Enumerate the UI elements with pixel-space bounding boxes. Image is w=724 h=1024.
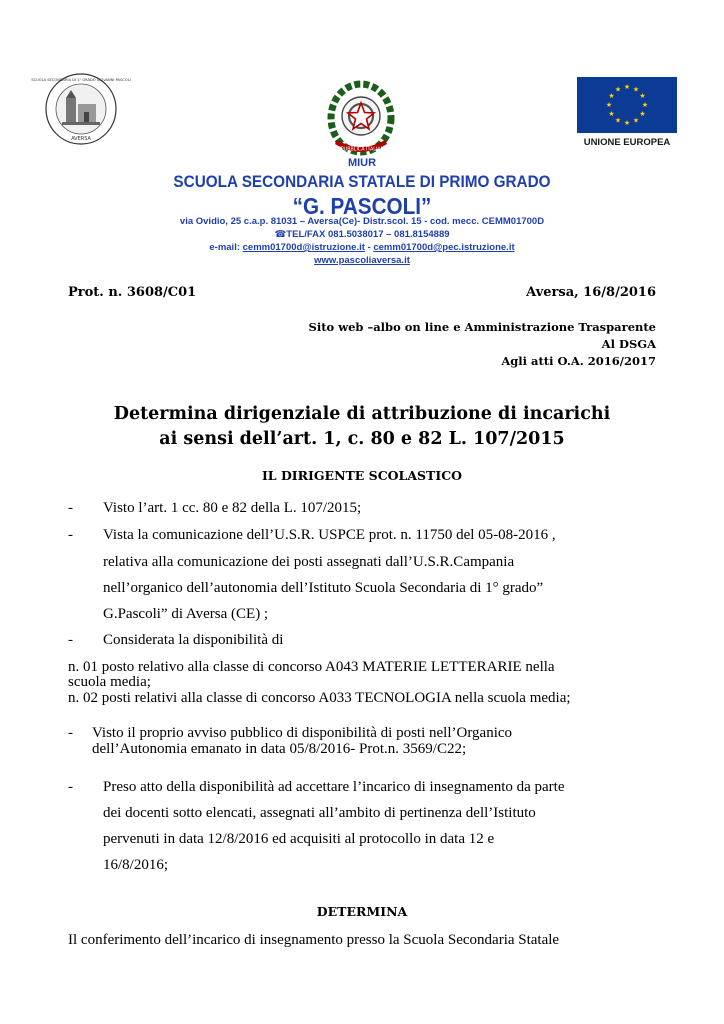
telfax: ☎TEL/FAX 081.5038017 – 081.8154889: [274, 229, 450, 240]
school-type: SCUOLA SECONDARIA STATALE DI PRIMO GRADO: [173, 172, 551, 191]
email-link-1[interactable]: cemm01700d@istruzione.it: [242, 242, 365, 253]
determina-heading: DETERMINA: [316, 904, 408, 919]
miur-label: MIUR: [347, 157, 377, 169]
svg-text:★: ★: [614, 85, 622, 94]
eu-label: UNIONE EUROPEA: [583, 137, 671, 148]
item-1-text: Visto l’art. 1 cc. 80 e 82 della L. 107/2015;: [103, 500, 362, 516]
posts-line: n. 02 posti relativi alla classe di concorso A033 TECNOLOGIA nella scuola media;: [68, 690, 571, 706]
svg-text:★: ★: [614, 116, 622, 125]
item-5-line: pervenuti in data 12/8/2016 ed acquisiti al protocollo in data 12 e: [103, 831, 495, 847]
document-title-line-2: ai sensi dell’art. 1, c. 80 e 82 L. 107/2015: [159, 429, 565, 449]
email-label: e-mail:: [209, 242, 243, 253]
email-separator: -: [364, 242, 374, 253]
subtitle: IL DIRIGENTE SCOLASTICO: [261, 468, 463, 483]
svg-text:★: ★: [639, 110, 646, 118]
closing-paragraph: Il conferimento dell’incarico di insegnamento presso la Scuola Secondaria Statale: [68, 932, 560, 948]
item-4-line: dell’Autonomia emanato in data 05/8/2016- Prot.n. 3569/C22;: [92, 741, 467, 757]
item-5-line: dei docenti sotto elencati, assegnati all’ambito di pertinenza dell’Istituto: [103, 805, 536, 821]
svg-text:★: ★: [641, 101, 649, 109]
seal-text: SCUOLA SECONDARIA DI 1° GRADO GIOVANNI PASCOLI: [31, 78, 131, 82]
seal-city: AVERSA: [71, 136, 91, 142]
email-line: [0, 242, 724, 253]
svg-text:★: ★: [632, 85, 640, 94]
svg-text:★: ★: [608, 92, 615, 100]
item-5-line: 16/8/2016;: [103, 857, 169, 873]
svg-text:★: ★: [605, 101, 613, 109]
bullet-dash: -: [68, 779, 73, 795]
item-5-line: Preso atto della disponibilità ad accettare l’incarico di insegnamento da parte: [103, 779, 565, 795]
protocol-number: Prot. n. 3608/C01: [68, 285, 197, 300]
recipient-2: Al DSGA: [601, 337, 656, 351]
item-2-line: nell’organico dell’autonomia dell’Istituto Scuola Secondaria di 1° grado”: [103, 580, 544, 596]
school-name: “G. PASCOLI”: [292, 193, 432, 219]
item-4-line: Visto il proprio avviso pubblico di disponibilità di posti nell’Organico: [92, 725, 513, 741]
recipient-1: Sito web –albo on line e Amministrazione Trasparente: [308, 320, 656, 334]
bullet-dash: -: [68, 632, 73, 648]
school-address: via Ovidio, 25 c.a.p. 81031 – Aversa(Ce)- Distr.scol. 15 - cod. mecc. CEMM01700D: [179, 216, 545, 227]
item-2-line: relativa alla comunicazione dei posti assegnati dall’U.S.R.Campania: [103, 554, 515, 570]
bullet-dash: -: [68, 527, 73, 543]
item-2-line: G.Pascoli” di Aversa (CE) ;: [103, 606, 269, 622]
website-link[interactable]: www.pascoliaversa.it: [314, 255, 410, 266]
item-3-text: Considerata la disponibilità di: [103, 632, 284, 648]
bullet-dash: -: [68, 725, 73, 741]
item-2-line: Vista la comunicazione dell’U.S.R. USPCE prot. n. 11750 del 05-08-2016 ,: [103, 527, 556, 543]
place-date: Aversa, 16/8/2016: [526, 285, 656, 300]
republic-emblem-logo: [315, 78, 407, 160]
svg-text:★: ★: [608, 110, 615, 118]
eu-flag-logo: [577, 77, 677, 133]
document-title-line-1: Determina dirigenziale di attribuzione di incarichi: [113, 404, 611, 424]
svg-text:★: ★: [639, 92, 646, 100]
email-link-2[interactable]: cemm01700d@pec.istruzione.it: [373, 242, 515, 253]
posts-line: scuola media;: [68, 674, 151, 690]
emblem-ribbon-text: REPUBBLICA ITALIANA: [334, 147, 388, 153]
school-seal-logo: [31, 72, 131, 146]
website-line: [0, 255, 724, 266]
svg-text:★: ★: [623, 119, 631, 127]
bullet-dash: -: [68, 500, 73, 516]
svg-text:★: ★: [632, 116, 640, 125]
svg-text:★: ★: [623, 83, 631, 91]
posts-line: n. 01 posto relativo alla classe di concorso A043 MATERIE LETTERARIE nella: [68, 659, 555, 675]
recipient-3: Agli atti O.A. 2016/2017: [501, 354, 656, 368]
